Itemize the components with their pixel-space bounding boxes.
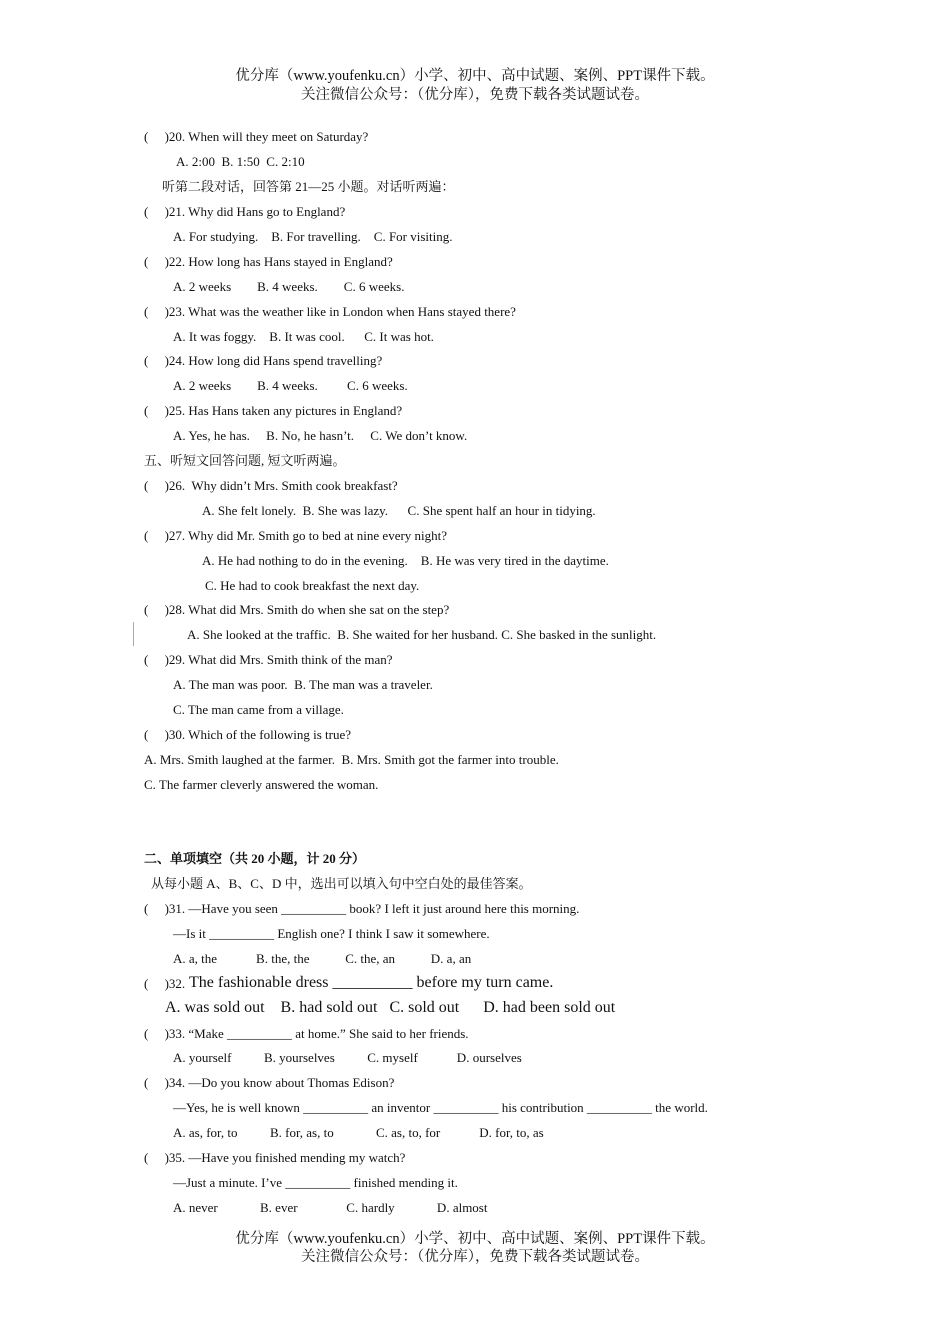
question-26: ( )26. Why didn’t Mrs. Smith cook breakfast? (144, 478, 398, 493)
question-20: ( )20. When will they meet on Saturday? (144, 129, 369, 144)
question-35: ( )35. —Have you finished mending my watch? (144, 1150, 406, 1165)
margin-mark (133, 622, 134, 646)
options-29-ab: A. The man was poor. B. The man was a traveler. (173, 677, 433, 692)
question-21: ( )21. Why did Hans go to England? (144, 204, 346, 219)
question-34: ( )34. —Do you know about Thomas Edison? (144, 1075, 395, 1090)
section-five-heading: 五、听短文回答问题, 短文听两遍。 (144, 453, 346, 468)
options-29-c: C. The man came from a village. (173, 702, 344, 717)
options-20: A. 2:00 B. 1:50 C. 2:10 (176, 154, 305, 169)
options-27-ab: A. He had nothing to do in the evening. B. He was very tired in the daytime. (202, 553, 609, 568)
question-30: ( )30. Which of the following is true? (144, 727, 351, 742)
options-23: A. It was foggy. B. It was cool. C. It was hot. (173, 329, 434, 344)
options-28: A. She looked at the traffic. B. She waited for her husband. C. She basked in the sunlight. (187, 627, 657, 642)
options-31: A. a, the B. the, the C. the, an D. a, an (173, 951, 472, 966)
question-31-reply: —Is it __________ English one? I think I saw it somewhere. (173, 926, 490, 941)
options-34: A. as, for, to B. for, as, to C. as, to, for D. for, to, as (173, 1125, 544, 1140)
question-32-number: ( )32. (144, 976, 186, 991)
options-30-c: C. The farmer cleverly answered the woman. (144, 777, 379, 792)
options-24: A. 2 weeks B. 4 weeks. C. 6 weeks. (173, 378, 408, 393)
section-instruction-dialogue-2: 听第二段对话，回答第 21—25 小题。对话听两遍： (162, 179, 455, 194)
footer-line-1: 优分库（www.youfenku.cn）小学、初中、高中试题、案例、PPT课件下载。 (235, 1231, 715, 1247)
question-32: The fashionable dress __________ before my turn came. (189, 974, 554, 991)
question-33: ( )33. “Make __________ at home.” She said to her friends. (144, 1026, 469, 1041)
question-28: ( )28. What did Mrs. Smith do when she sat on the step? (144, 602, 450, 617)
options-32: A. was sold out B. had sold out C. sold out D. had been sold out (165, 999, 616, 1016)
header-line-1: 优分库（www.youfenku.cn）小学、初中、高中试题、案例、PPT课件下载。 (235, 68, 715, 84)
question-24: ( )24. How long did Hans spend travelling? (144, 353, 383, 368)
section-two-heading: 二、单项填空（共 20 小题，计 20 分） (144, 851, 366, 866)
options-26: A. She felt lonely. B. She was lazy. C. She spent half an hour in tidying. (202, 503, 596, 518)
options-30-ab: A. Mrs. Smith laughed at the farmer. B. Mrs. Smith got the farmer into trouble. (144, 752, 559, 767)
header-line-2: 关注微信公众号：（优分库），免费下载各类试题试卷。 (301, 87, 649, 103)
section-two-instruction: 从每小题 A、B、C、D 中，选出可以填入句中空白处的最佳答案。 (151, 876, 532, 891)
options-22: A. 2 weeks B. 4 weeks. C. 6 weeks. (173, 279, 405, 294)
question-22: ( )22. How long has Hans stayed in England? (144, 254, 393, 269)
question-27: ( )27. Why did Mr. Smith go to bed at nine every night? (144, 528, 448, 543)
options-21: A. For studying. B. For travelling. C. For visiting. (173, 229, 453, 244)
options-33: A. yourself B. yourselves C. myself D. ourselves (173, 1050, 522, 1065)
question-23: ( )23. What was the weather like in London when Hans stayed there? (144, 304, 516, 319)
question-35-reply: —Just a minute. I’ve __________ finished mending it. (173, 1175, 458, 1190)
question-34-reply: —Yes, he is well known __________ an inventor __________ his contribution __________ the world. (173, 1100, 708, 1115)
options-27-c: C. He had to cook breakfast the next day. (205, 578, 420, 593)
question-25: ( )25. Has Hans taken any pictures in England? (144, 403, 403, 418)
options-35: A. never B. ever C. hardly D. almost (173, 1200, 488, 1215)
question-31: ( )31. —Have you seen __________ book? I left it just around here this morning. (144, 901, 580, 916)
footer-line-2: 关注微信公众号：（优分库），免费下载各类试题试卷。 (301, 1249, 649, 1265)
options-25: A. Yes, he has. B. No, he hasn’t. C. We don’t know. (173, 428, 468, 443)
question-29: ( )29. What did Mrs. Smith think of the man? (144, 652, 393, 667)
